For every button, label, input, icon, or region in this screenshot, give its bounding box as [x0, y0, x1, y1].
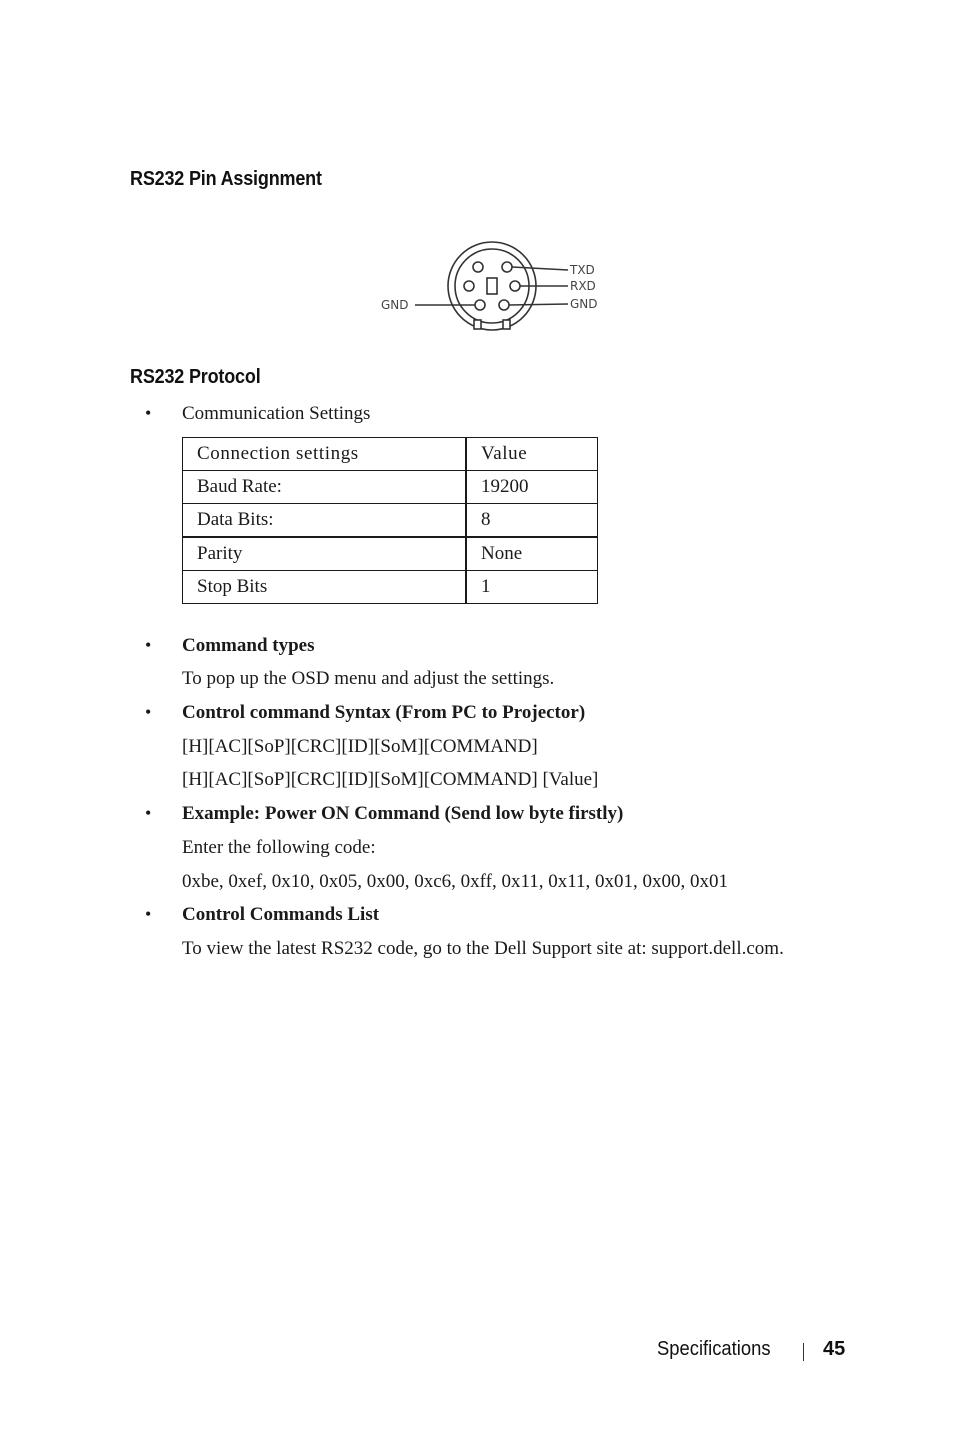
footer-divider	[803, 1343, 804, 1361]
header-value: Value	[466, 438, 598, 471]
pin-assignment-heading: RS232 Pin Assignment	[130, 168, 322, 190]
bullet-marker: •	[145, 635, 152, 655]
footer-section-label: Specifications	[657, 1338, 771, 1360]
table-row	[183, 504, 598, 538]
syntax-line-1: [H][AC][SoP][CRC][ID][SoM][COMMAND]	[182, 736, 538, 757]
gnd-right-label: GND	[570, 297, 598, 311]
table-row	[183, 471, 598, 504]
example-title: Example: Power ON Command (Send low byte firstly)	[182, 803, 624, 824]
table-row	[183, 571, 598, 604]
row-value: 8	[466, 504, 598, 538]
commands-list-title: Control Commands List	[182, 904, 380, 925]
example-code: 0xbe, 0xef, 0x10, 0x05, 0x00, 0xc6, 0xff, 0x11, 0x11, 0x01, 0x00, 0x01	[182, 871, 729, 892]
row-value: 1	[466, 571, 598, 604]
row-label: Baud Rate:	[183, 471, 467, 504]
txd-label: TXD	[570, 263, 595, 277]
bullet-marker: •	[145, 702, 152, 722]
protocol-heading: RS232 Protocol	[130, 366, 261, 388]
gnd-left-label: GND	[381, 298, 409, 312]
connector-pinout-diagram	[375, 236, 607, 336]
communication-settings-label: Communication Settings	[182, 403, 371, 424]
syntax-title: Control command Syntax (From PC to Projector)	[182, 702, 586, 723]
bullet-marker: •	[145, 403, 152, 423]
bullet-marker: •	[145, 803, 152, 823]
example-line-1: Enter the following code:	[182, 837, 376, 858]
row-label: Data Bits:	[183, 504, 467, 538]
syntax-line-2: [H][AC][SoP][CRC][ID][SoM][COMMAND] [Value]	[182, 769, 599, 790]
rxd-label: RXD	[570, 279, 596, 293]
table-header-row	[183, 438, 598, 471]
row-label: Stop Bits	[183, 571, 467, 604]
page-number: 45	[823, 1338, 846, 1360]
row-value: 19200	[466, 471, 598, 504]
commands-list-text: To view the latest RS232 code, go to the Dell Support site at: support.dell.com.	[182, 938, 784, 959]
row-value: None	[466, 537, 598, 571]
bullet-marker: •	[145, 904, 152, 924]
command-types-text: To pop up the OSD menu and adjust the settings.	[182, 668, 555, 689]
header-connection-settings: Connection settings	[183, 438, 467, 471]
row-label: Parity	[183, 537, 467, 571]
connection-settings-table	[182, 437, 598, 604]
command-types-title: Command types	[182, 635, 315, 656]
table-row	[183, 537, 598, 571]
